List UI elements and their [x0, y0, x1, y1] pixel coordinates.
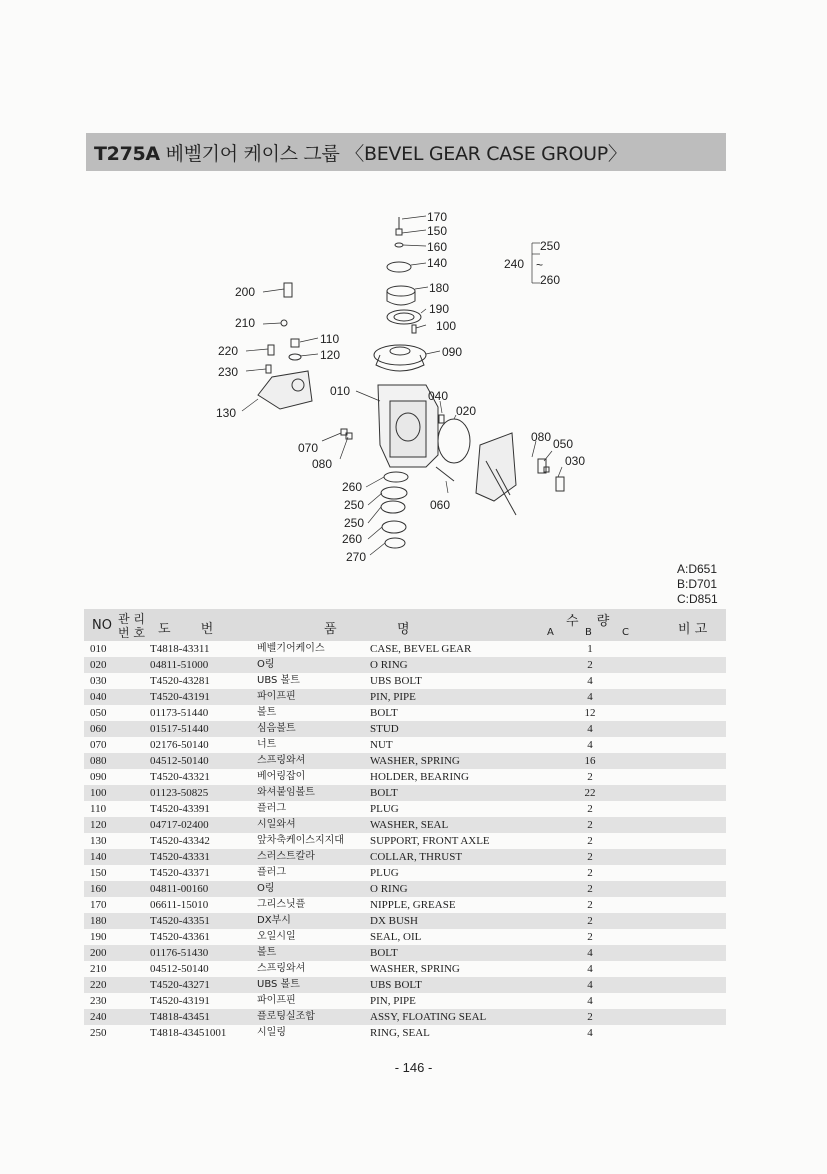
callout-label: 100	[436, 319, 457, 333]
table-row	[84, 801, 726, 817]
english-name-cell: PIN, PIPE	[370, 995, 416, 1007]
part-number-cell: 200	[90, 947, 107, 959]
quantity-cell: 22	[584, 787, 596, 799]
table-row	[84, 865, 726, 881]
callout-label: 250	[540, 239, 561, 253]
quantity-cell: 2	[587, 899, 593, 911]
korean-name-cell: 오일시일	[257, 931, 296, 942]
english-name-cell: HOLDER, BEARING	[370, 771, 469, 783]
korean-name-cell: O링	[257, 659, 275, 670]
part-number-cell: 030	[90, 675, 107, 687]
callout-label: 020	[456, 404, 477, 418]
header-mgmt-top: 관 리	[118, 612, 145, 626]
parts-table	[84, 641, 726, 1041]
header-col-c: C	[622, 627, 629, 638]
header-name-en: 명	[397, 622, 410, 637]
drawing-number-cell: T4520-43191	[150, 995, 210, 1007]
quantity-cell: 4	[587, 947, 593, 959]
english-name-cell: WASHER, SPRING	[370, 755, 460, 767]
table-row	[84, 833, 726, 849]
table-row	[84, 897, 726, 913]
english-name-cell: BOLT	[370, 787, 398, 799]
part-number-cell: 040	[90, 691, 107, 703]
header-remarks: 비 고	[678, 622, 708, 637]
drawing-number-cell: T4520-43371	[150, 867, 210, 879]
part-number-cell: 070	[90, 739, 107, 751]
table-row	[84, 929, 726, 945]
drawing-number-cell: T4520-43391	[150, 803, 210, 815]
drawing-number-cell: T4520-43281	[150, 675, 210, 687]
drawing-number-cell: 04811-51000	[150, 659, 209, 671]
parts-table-header	[84, 609, 726, 641]
quantity-cell: 2	[587, 851, 593, 863]
callout-label: 090	[442, 345, 463, 359]
callout-label: 270	[346, 550, 367, 564]
callout-label: 260	[342, 532, 363, 546]
korean-name-cell: DX부시	[257, 915, 291, 926]
part-number-cell: 110	[90, 803, 107, 815]
drawing-number-cell: T4520-43361	[150, 931, 210, 943]
english-name-cell: NIPPLE, GREASE	[370, 899, 456, 911]
english-name-cell: RING, SEAL	[370, 1027, 430, 1039]
english-name-cell: UBS BOLT	[370, 675, 422, 687]
table-row	[84, 785, 726, 801]
korean-name-cell: 스프링와셔	[257, 963, 306, 974]
part-number-cell: 090	[90, 771, 107, 783]
drawing-number-cell: 01123-50825	[150, 787, 209, 799]
korean-name-cell: 볼트	[257, 947, 277, 958]
callout-label: 230	[218, 365, 239, 379]
english-name-cell: ASSY, FLOATING SEAL	[370, 1011, 487, 1023]
korean-name-cell: 시일링	[257, 1027, 286, 1038]
korean-name-cell: 파이프핀	[257, 691, 296, 702]
part-number-cell: 220	[90, 979, 107, 991]
callout-label: 250	[344, 498, 365, 512]
table-row	[84, 657, 726, 673]
english-name-cell: BOLT	[370, 947, 398, 959]
quantity-cell: 4	[587, 675, 593, 687]
callout-label: 130	[216, 406, 237, 420]
callout-label: 050	[553, 437, 574, 451]
quantity-cell: 2	[587, 1011, 593, 1023]
english-name-cell: PLUG	[370, 803, 399, 815]
callout-label: 170	[427, 210, 448, 224]
callout-label: 010	[330, 384, 351, 398]
korean-name-cell: 플러그	[257, 803, 286, 814]
quantity-cell: 4	[587, 963, 593, 975]
quantity-cell: 2	[587, 867, 593, 879]
drawing-number-cell: T4818-43451	[150, 1011, 210, 1023]
part-number-cell: 100	[90, 787, 107, 799]
callout-label: 240	[504, 257, 525, 271]
drawing-number-cell: T4520-43321	[150, 771, 210, 783]
table-row	[84, 817, 726, 833]
korean-name-cell: UBS 볼트	[257, 675, 300, 686]
range-tilde: ~	[536, 258, 544, 272]
callout-label: 260	[540, 273, 561, 287]
callout-label: 250	[344, 516, 365, 530]
exploded-parts-diagram	[200, 205, 600, 575]
header-no: NO	[92, 618, 112, 633]
table-row	[84, 913, 726, 929]
korean-name-cell: O링	[257, 883, 275, 894]
callout-label: 150	[427, 224, 448, 238]
english-name-cell: WASHER, SEAL	[370, 819, 449, 831]
group-title: 베벨기어 케이스 그룹 〈BEVEL GEAR CASE GROUP〉	[159, 142, 627, 165]
quantity-cell: 2	[587, 931, 593, 943]
table-row	[84, 849, 726, 865]
table-row	[84, 1025, 726, 1041]
table-row	[84, 673, 726, 689]
english-name-cell: NUT	[370, 739, 393, 751]
quantity-cell: 4	[587, 979, 593, 991]
english-name-cell: CASE, BEVEL GEAR	[370, 643, 472, 655]
drawing-number-cell: T4520-43342	[150, 835, 210, 847]
drawing-number-cell: T4818-43311	[150, 643, 210, 655]
part-number-cell: 080	[90, 755, 107, 767]
part-number-cell: 210	[90, 963, 107, 975]
quantity-cell: 2	[587, 819, 593, 831]
table-row	[84, 881, 726, 897]
page-title	[94, 139, 627, 166]
korean-name-cell: 베벨기어케이스	[257, 643, 325, 654]
quantity-cell: 2	[587, 883, 593, 895]
korean-name-cell: 스러스트칼라	[257, 851, 315, 862]
quantity-cell: 4	[587, 739, 593, 751]
korean-name-cell: 그리스닛플	[257, 899, 306, 910]
korean-name-cell: 플러그	[257, 867, 286, 878]
table-row	[84, 1009, 726, 1025]
english-name-cell: WASHER, SPRING	[370, 963, 460, 975]
english-name-cell: SEAL, OIL	[370, 931, 422, 943]
english-name-cell: DX BUSH	[370, 915, 418, 927]
part-number-cell: 240	[90, 1011, 107, 1023]
korean-name-cell: 플로팅실조합	[257, 1011, 315, 1022]
table-row	[84, 961, 726, 977]
part-number-cell: 120	[90, 819, 107, 831]
callout-label: 110	[320, 332, 340, 346]
model-code: B:D701	[677, 577, 718, 591]
drawing-number-cell: 01173-51440	[150, 707, 209, 719]
header-col-a: A	[547, 627, 554, 638]
quantity-cell: 1	[587, 643, 593, 655]
drawing-number-cell: 04717-02400	[150, 819, 209, 831]
page-number: - 146 -	[394, 1060, 433, 1075]
callout-label: 060	[430, 498, 451, 512]
drawing-number-cell: 06611-15010	[150, 899, 209, 911]
part-number-cell: 190	[90, 931, 107, 943]
model-code: A:D651	[677, 562, 718, 576]
part-number-cell: 050	[90, 707, 107, 719]
part-number-cell: 010	[90, 643, 107, 655]
english-name-cell: O RING	[370, 659, 408, 671]
table-row	[84, 993, 726, 1009]
callout-label: 160	[427, 240, 448, 254]
drawing-number-cell: 01176-51430	[150, 947, 209, 959]
drawing-number-cell: T4520-43191	[150, 691, 210, 703]
drawing-number-cell: 04512-50140	[150, 963, 209, 975]
quantity-cell: 12	[584, 707, 596, 719]
table-row	[84, 769, 726, 785]
callout-label: 120	[320, 348, 341, 362]
model-list	[677, 562, 718, 607]
quantity-cell: 4	[587, 691, 593, 703]
english-name-cell: SUPPORT, FRONT AXLE	[370, 835, 490, 847]
korean-name-cell: 와셔붙임볼트	[257, 787, 315, 798]
part-number-cell: 180	[90, 915, 107, 927]
callout-label: 140	[427, 256, 448, 270]
part-number-cell: 020	[90, 659, 107, 671]
english-name-cell: UBS BOLT	[370, 979, 422, 991]
quantity-cell: 2	[587, 659, 593, 671]
table-row	[84, 641, 726, 657]
part-number-cell: 160	[90, 883, 107, 895]
model-code: C:D851	[677, 592, 718, 606]
english-name-cell: PLUG	[370, 867, 399, 879]
table-row	[84, 689, 726, 705]
quantity-cell: 2	[587, 835, 593, 847]
drawing-number-cell: T4520-43271	[150, 979, 210, 991]
korean-name-cell: 심음볼트	[257, 723, 296, 734]
callout-label: 080	[531, 430, 552, 444]
table-row	[84, 737, 726, 753]
callout-label: 180	[429, 281, 450, 295]
korean-name-cell: 볼트	[257, 707, 277, 718]
english-name-cell: O RING	[370, 883, 408, 895]
part-number-cell: 140	[90, 851, 107, 863]
quantity-cell: 2	[587, 803, 593, 815]
callout-label: 070	[298, 441, 319, 455]
table-row	[84, 705, 726, 721]
part-number-cell: 060	[90, 723, 107, 735]
drawing-number-cell: T4520-43331	[150, 851, 210, 863]
quantity-cell: 4	[587, 1027, 593, 1039]
section-header	[86, 133, 726, 171]
header-name-ko: 품	[324, 622, 337, 637]
callout-label: 040	[428, 389, 449, 403]
quantity-cell: 4	[587, 723, 593, 735]
drawing-number-cell: 04512-50140	[150, 755, 209, 767]
drawing-number-cell: T4520-43351	[150, 915, 210, 927]
part-number-cell: 230	[90, 995, 107, 1007]
english-name-cell: PIN, PIPE	[370, 691, 416, 703]
english-name-cell: STUD	[370, 723, 399, 735]
callout-label: 190	[429, 302, 450, 316]
drawing-number-cell: T4818-43451001	[150, 1027, 227, 1039]
part-number-cell: 250	[90, 1027, 107, 1039]
quantity-cell: 2	[587, 915, 593, 927]
english-name-cell: COLLAR, THRUST	[370, 851, 463, 863]
part-number-cell: 170	[90, 899, 107, 911]
callout-label: 200	[235, 285, 256, 299]
english-name-cell: BOLT	[370, 707, 398, 719]
table-row	[84, 945, 726, 961]
korean-name-cell: 시일와셔	[257, 819, 296, 830]
callout-label: 210	[235, 316, 256, 330]
header-mgmt-bottom: 번 호	[118, 626, 145, 640]
quantity-cell: 4	[587, 995, 593, 1007]
header-qty: 수 량	[566, 614, 610, 629]
callout-label: 260	[342, 480, 363, 494]
table-row	[84, 977, 726, 993]
header-col-b: B	[585, 627, 592, 638]
table-row	[84, 753, 726, 769]
drawing-number-cell: 01517-51440	[150, 723, 209, 735]
callout-label: 030	[565, 454, 586, 468]
korean-name-cell: 앞차축케이스지지대	[257, 835, 344, 846]
drawing-number-cell: 04811-00160	[150, 883, 209, 895]
korean-name-cell: 너트	[257, 739, 277, 750]
korean-name-cell: 스프링와셔	[257, 755, 306, 766]
group-code: T275A	[94, 142, 160, 165]
korean-name-cell: 베어링잡이	[257, 771, 306, 782]
drawing-number-cell: 02176-50140	[150, 739, 209, 751]
callout-label: 220	[218, 344, 239, 358]
quantity-cell: 16	[584, 755, 596, 767]
korean-name-cell: 파이프핀	[257, 995, 296, 1006]
callout-label: 080	[312, 457, 333, 471]
quantity-cell: 2	[587, 771, 593, 783]
korean-name-cell: UBS 볼트	[257, 979, 300, 990]
header-drawing: 도 번	[158, 622, 214, 637]
part-number-cell: 130	[90, 835, 107, 847]
table-row	[84, 721, 726, 737]
part-number-cell: 150	[90, 867, 107, 879]
